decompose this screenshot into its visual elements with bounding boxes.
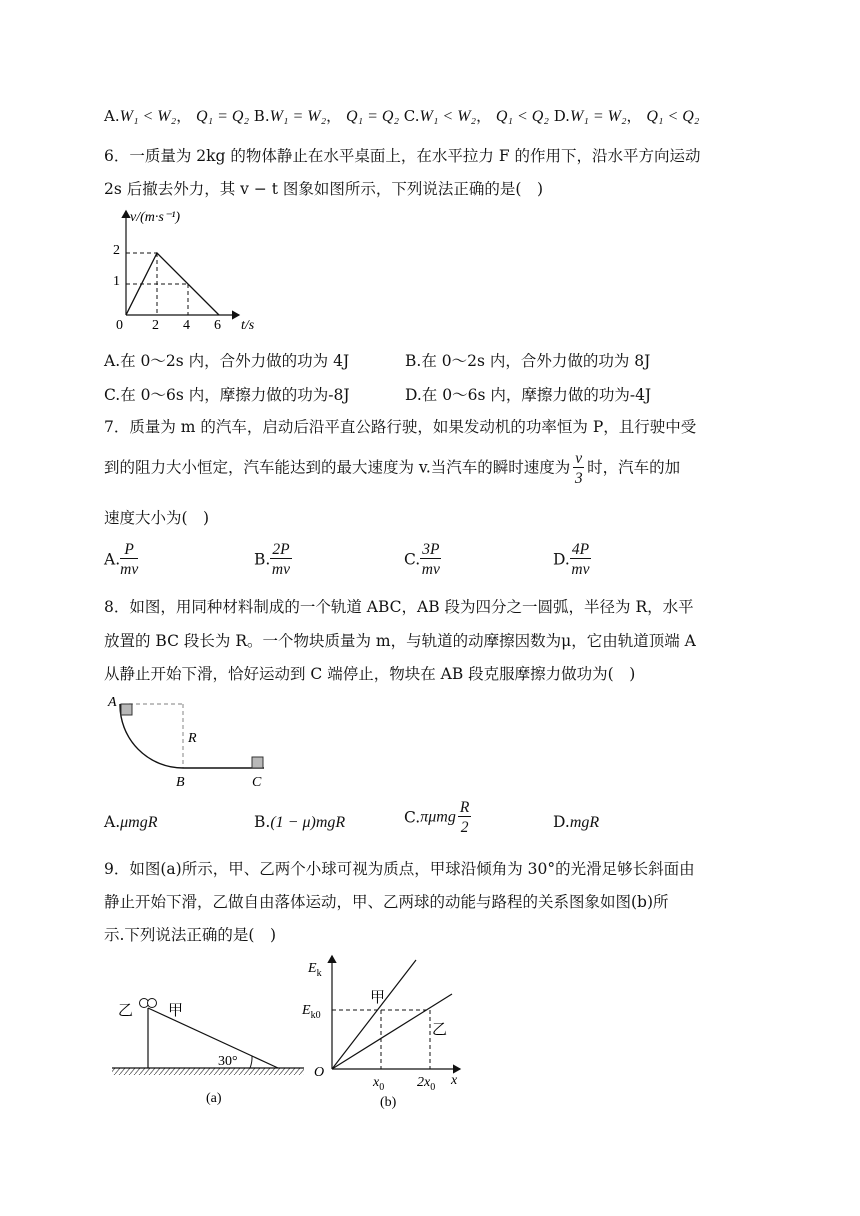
- q6-ytick-1: 1: [113, 274, 120, 289]
- q9-figure-a: [110, 990, 310, 1110]
- q9-figure-b: [300, 952, 470, 1112]
- q6-option-b[interactable]: B.在 0～2s 内，合外力做的功为 8J: [405, 352, 651, 370]
- q6-velocity-line: [126, 253, 219, 315]
- q5-option-c[interactable]: C.W₁ < W₂， Q₁ < Q₂: [403, 107, 549, 125]
- q7-stem-line-3: 速度大小为( ): [104, 509, 210, 527]
- q6-option-d[interactable]: D.在 0～6s 内，摩擦力做的功为-4J: [405, 386, 652, 404]
- q7-option-b[interactable]: B. $\frac{2P}{mv}$: [254, 541, 290, 578]
- q9-stem-line-2: 静止开始下滑，乙做自由落体运动，甲、乙两球的动能与路程的关系图象如图(b)所: [104, 893, 669, 911]
- q5-option-d[interactable]: D.W₁ = W₂， Q₁ < Q₂: [553, 107, 700, 125]
- q8-label-a: A: [108, 695, 117, 710]
- q7-option-a[interactable]: A. $\frac{P}{mv}$: [104, 541, 139, 578]
- q9b-x-axis-label: x: [451, 1073, 458, 1088]
- q9b-ek0-label: $E_{k0}$: [302, 1003, 321, 1021]
- q9b-caption: (b): [380, 1095, 397, 1110]
- q6-vt-graph: [104, 205, 279, 335]
- q9a-label-jia: 甲: [168, 1003, 184, 1019]
- q9a-label-yi: 乙: [118, 1003, 134, 1019]
- q5-options-row: [104, 105, 699, 126]
- q8-label-c: C: [252, 775, 262, 790]
- q6-option-a[interactable]: A.在 0～2s 内，合外力做的功为 4J: [104, 352, 350, 370]
- q8-stem-line-2: 放置的 BC 段长为 R。一个物块质量为 m，与轨道的动摩擦因数为μ，它由轨道顶端 A: [104, 632, 696, 650]
- q8-track-diagram: [104, 692, 279, 792]
- q9-stem-line-3: 示.下列说法正确的是( ): [104, 926, 277, 944]
- q7-stem-line-1: 7．质量为 m 的汽车，启动后沿平直公路行驶，如果发动机的功率恒为 P，且行驶中受: [104, 418, 697, 436]
- q6-xtick-2: 2: [152, 318, 159, 333]
- q8-option-c[interactable]: C.πμmg $\frac{R}{2}$: [404, 799, 470, 836]
- q8-option-d[interactable]: D.mgR: [553, 813, 600, 831]
- q9b-line-jia: [332, 960, 416, 1069]
- q6-xtick-6: 6: [214, 318, 221, 333]
- q8-block-at-a: [121, 704, 132, 715]
- q6-y-axis-label: v/(m·s⁻¹): [130, 210, 181, 225]
- q9b-origin: O: [314, 1065, 325, 1080]
- q9b-2x0-label: $2x_0$: [417, 1075, 436, 1093]
- q9b-label-jia: 甲: [370, 990, 386, 1006]
- q8-label-r: R: [188, 731, 197, 746]
- q8-option-b[interactable]: B.(1 − μ)mgR: [254, 813, 346, 831]
- q6-ytick-2: 2: [113, 243, 120, 258]
- q7-stem-line-2: 到的阻力大小恒定，汽车能达到的最大速度为 v.当汽车的瞬时速度为 $\frac{v}{3}$ 时，汽车的加: [104, 450, 681, 487]
- q9b-x0-label: $x_0$: [373, 1075, 385, 1093]
- q8-stem-line-3: 从静止开始下滑，恰好运动到 C 端停止，物块在 AB 段克服摩擦力做功为( ): [104, 665, 636, 683]
- q9a-angle-arc: [250, 1056, 252, 1068]
- q9b-label-yi: 乙: [432, 1022, 448, 1038]
- q9a-angle-label: 30°: [218, 1054, 238, 1069]
- q6-option-c[interactable]: C.在 0～6s 内，摩擦力做的功为-8J: [104, 386, 350, 404]
- q6-stem-line-1: 6．一质量为 2kg 的物体静止在水平桌面上，在水平拉力 F 的作用下，沿水平方向运动: [104, 147, 701, 165]
- q8-label-b: B: [176, 775, 185, 790]
- q5-option-b[interactable]: B.W₁ = W₂， Q₁ = Q₂: [253, 107, 399, 125]
- q8-stem-line-1: 8．如图，用同种材料制成的一个轨道 ABC，AB 段为四分之一圆弧，半径为 R，水平: [104, 598, 694, 616]
- q8-block-at-c: [252, 757, 263, 768]
- q7-v-over-3: $\frac{v}{3}$: [574, 450, 583, 487]
- q5-option-a[interactable]: A.W₁ < W₂， Q₁ = Q₂: [104, 107, 250, 125]
- q7-option-d[interactable]: D. $\frac{4P}{mv}$: [553, 541, 590, 578]
- q9a-ball-jia: [148, 999, 157, 1008]
- q8-option-a[interactable]: A.μmgR: [104, 813, 158, 831]
- q6-stem-line-2: 2s 后撤去外力，其 v − t 图象如图所示，下列说法正确的是( ): [104, 180, 544, 198]
- q6-origin-label: 0: [116, 318, 123, 333]
- q9-stem-line-1: 9．如图(a)所示，甲、乙两个小球可视为质点，甲球沿倾角为 30°的光滑足够长斜面由: [104, 860, 695, 878]
- q9a-caption: (a): [206, 1091, 222, 1106]
- q7-option-c[interactable]: C. $\frac{3P}{mv}$: [404, 541, 440, 578]
- q9b-y-label: $E_k$: [308, 961, 322, 979]
- q6-x-axis-label: t/s: [241, 318, 255, 333]
- q9a-ground-hatch: [112, 1068, 304, 1075]
- q6-xtick-4: 4: [183, 318, 190, 333]
